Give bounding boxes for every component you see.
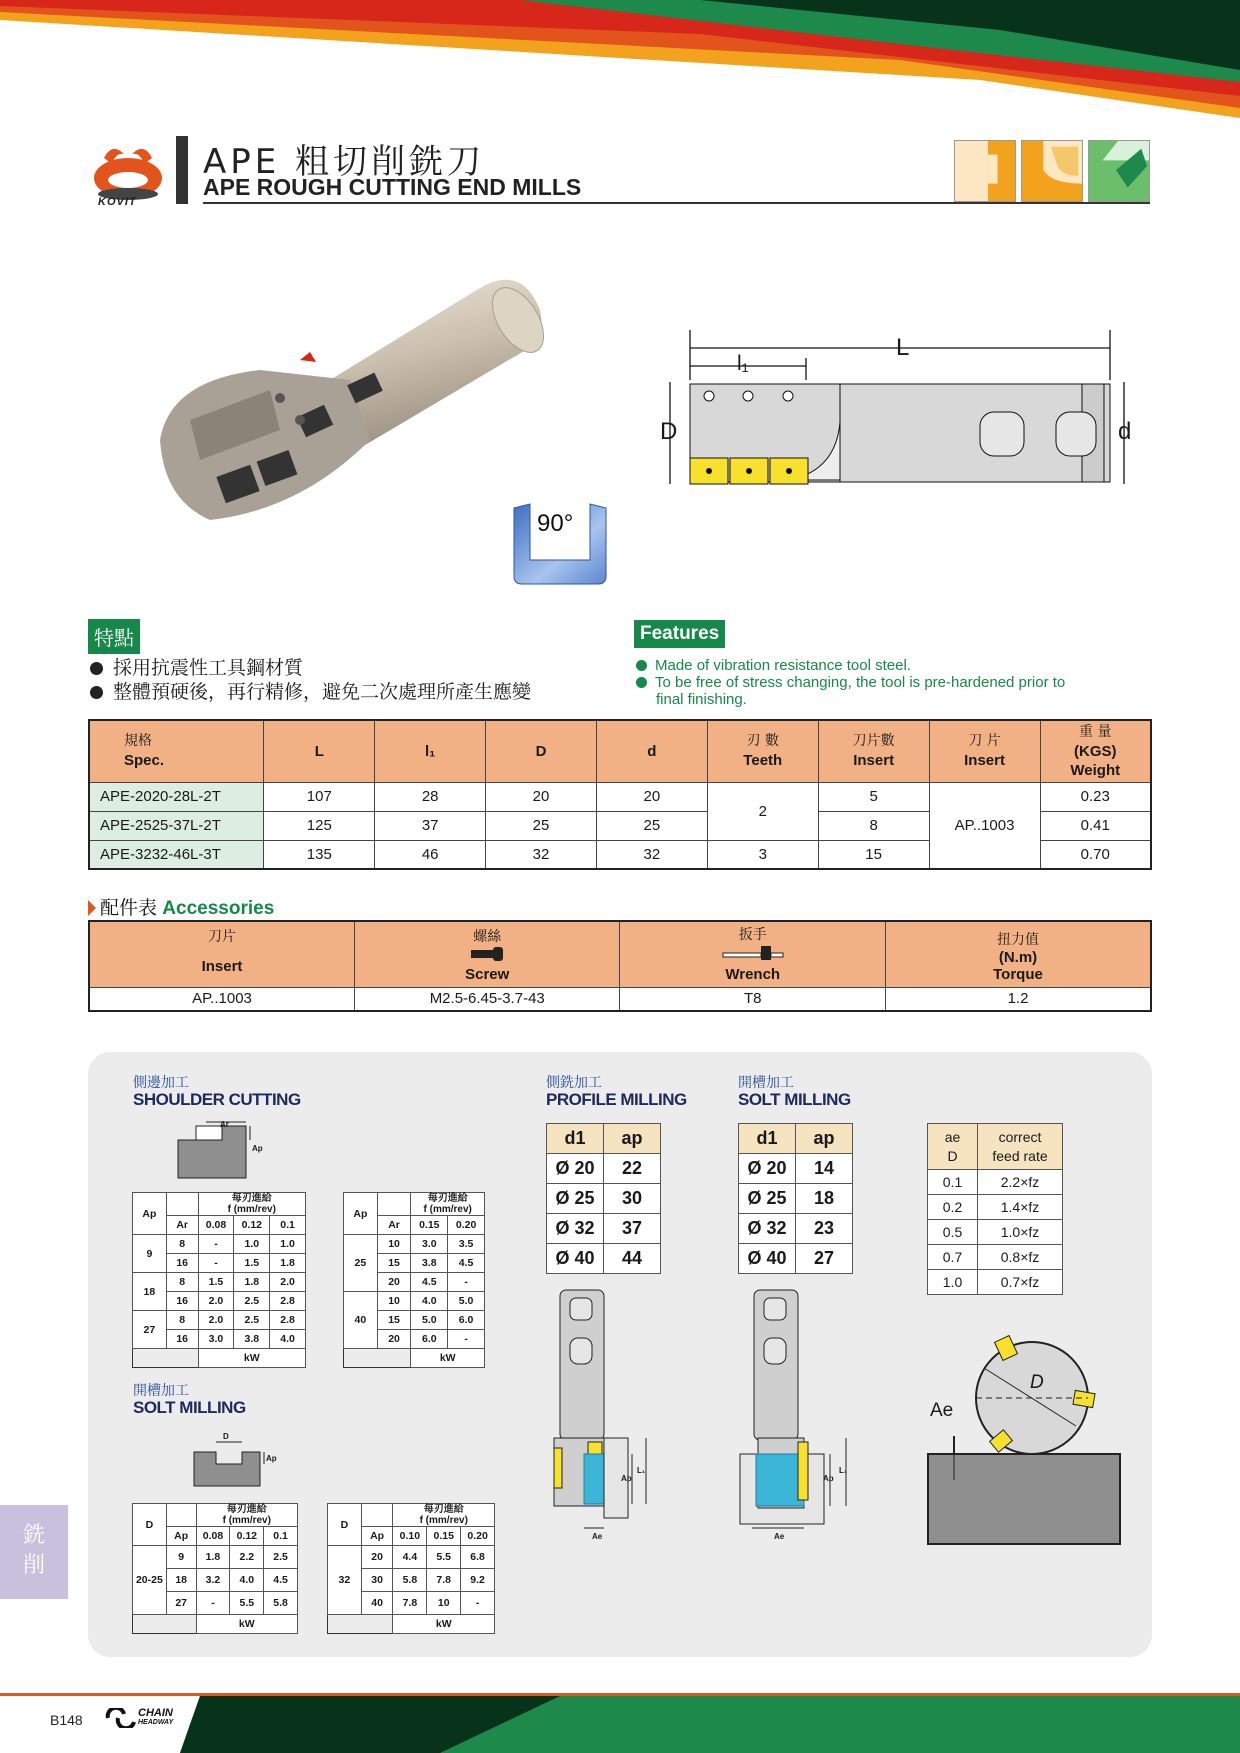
table-header-row [133,1504,298,1527]
cell-torque: 1.2 [885,987,1151,1011]
cell: 5.5 [427,1546,461,1569]
cell-weight: 0.41 [1040,811,1151,840]
cell: 1.5 [234,1254,270,1273]
cell: 2.2×fz [978,1170,1063,1195]
table-row [547,1154,661,1184]
cell: 2.5 [234,1292,270,1311]
slot2-ae-label: Ae [774,1532,785,1541]
cell: - [461,1592,495,1615]
cell-ap-label: Ap [166,1527,196,1546]
table-row [344,1235,485,1254]
page-number: B148 [50,1712,83,1728]
profile-title-en: PROFILE MILLING [546,1090,687,1109]
cell-unit: kW [393,1615,495,1634]
cell-ar-label: Ar [166,1216,198,1235]
cell: 22 [604,1154,661,1184]
header-d1: d1 [739,1124,796,1154]
table-row [739,1154,853,1184]
cell: 3.0 [198,1330,234,1349]
cell: 8 [166,1273,198,1292]
cell-ap-label: Ap [133,1193,167,1235]
cell-l1: 28 [375,782,486,811]
cell: 4.0 [411,1292,448,1311]
bullet-icon [90,662,103,675]
cell: Ø 40 [739,1244,796,1274]
cell: 3.8 [234,1330,270,1349]
cell: 5.8 [393,1569,427,1592]
slot-milling-diagram [738,1288,858,1548]
header-weight: 重 量 (KGS) Weight [1040,720,1151,782]
cell-feed: 0.12 [230,1527,264,1546]
cell: Ø 20 [547,1154,604,1184]
cell: 4.0 [270,1330,306,1349]
table-row [89,782,1151,811]
cell-ap-label: Ap [361,1527,393,1546]
features-en-item: To be free of stress changing, the tool is pre-hardened prior to [636,674,1156,691]
cell-unit: kW [196,1615,297,1634]
cell: - [198,1254,234,1273]
cell-diag [166,1193,198,1216]
table-row [928,1170,1063,1195]
cell-spec: APE-2525-37L-2T [89,811,264,840]
cell: 2.0 [198,1311,234,1330]
cell-teeth: 2 [707,782,818,840]
header-ap: ap [604,1124,661,1154]
table-header-row [133,1193,306,1216]
cell-insert: AP..1003 [929,782,1040,869]
title-accent-bar [176,136,188,204]
cell-d-label: D [328,1504,362,1546]
table-row [344,1292,485,1311]
cell-d: 32 [328,1546,362,1615]
cell: 27 [166,1592,196,1615]
header-insert: 刀片 Insert [89,921,355,987]
table-row [928,1195,1063,1220]
dim-label-D: D [660,418,678,445]
cell-ap: 40 [344,1292,378,1349]
slot2-title-en: SOLT MILLING [738,1090,851,1109]
features-zh-list [90,656,531,704]
cell: 7.8 [427,1569,461,1592]
cell-diag [361,1504,393,1527]
cell-ap: 18 [133,1273,167,1311]
cell: 0.1 [928,1170,978,1195]
cell: 2.2 [230,1546,264,1569]
features-en-item: Made of vibration resistance tool steel. [636,657,1156,674]
cell-ap-label: Ap [344,1193,378,1235]
table-row [739,1184,853,1214]
cell: 3.8 [411,1254,448,1273]
cell: 5.8 [264,1592,298,1615]
profile-l1-label: L₁ [637,1466,646,1475]
cell: 0.8×fz [978,1245,1063,1270]
cell-inserts: 5 [818,782,929,811]
features-zh-tag: 特點 [88,619,140,654]
cell: 10 [377,1292,411,1311]
table-row [739,1244,853,1274]
footer-brand: CHAIN HEADWAY [138,1707,174,1726]
shoulder-ap-label: Ap [252,1144,263,1153]
cell-l1: 37 [375,811,486,840]
cell-feed: 0.10 [393,1527,427,1546]
cell: 0.7×fz [978,1270,1063,1295]
cell-diag [377,1193,411,1216]
table-row [89,987,1151,1011]
table-row [328,1546,495,1569]
slot-depth-table [738,1123,853,1274]
cell-spec: APE-2020-28L-2T [89,782,264,811]
dim-label-L: L [896,334,910,361]
shoulder-power-table-1 [132,1192,306,1368]
cell: 8 [166,1235,198,1254]
cell: 2.8 [270,1311,306,1330]
table-row [928,1270,1063,1295]
cell-weight: 0.23 [1040,782,1151,811]
profile-milling-diagram [550,1288,660,1548]
application-thumbnail-2 [1021,140,1083,202]
header-screw: 螺絲 Screw [355,921,620,987]
table-row [928,1245,1063,1270]
cell: 37 [604,1214,661,1244]
cell-screw: M2.5-6.45-3.7-43 [355,987,620,1011]
cell: 16 [166,1254,198,1273]
cell: 2.5 [264,1546,298,1569]
shoulder-title-zh: 側邊加工 [133,1075,189,1091]
bullet-icon [636,660,647,671]
cell: 4.5 [411,1273,448,1292]
cell-weight: 0.70 [1040,840,1151,869]
slot2-ap-label: Ap [823,1474,834,1483]
cell: 15 [377,1311,411,1330]
header-ap: ap [796,1124,853,1154]
cell: 5.0 [448,1292,485,1311]
cell: 6.0 [411,1330,448,1349]
cell-ar-label: Ar [377,1216,411,1235]
section-side-tab [0,1505,68,1599]
cell: 1.8 [234,1273,270,1292]
dimension-drawing [650,330,1130,500]
header-stripes [0,0,1240,120]
shoulder-ar-label: Ar [220,1120,229,1129]
cell-diag [166,1504,196,1527]
cell: 9.2 [461,1569,495,1592]
table-row [133,1311,306,1330]
cell: 0.5 [928,1220,978,1245]
cell: 23 [796,1214,853,1244]
features-en-tag: Features [634,620,725,648]
header-insert-count: 刀片數 Insert [818,720,929,782]
bullet-icon [90,686,103,699]
cell: 4.0 [230,1569,264,1592]
page-title-en: APE ROUGH CUTTING END MILLS [203,174,582,200]
cell-l1: 46 [375,840,486,869]
table-row [928,1220,1063,1245]
bullet-icon [636,677,647,688]
cell: 20 [377,1330,411,1349]
cell-d: 20 [596,782,707,811]
table-header-row [928,1124,1063,1170]
cell: 1.0 [270,1235,306,1254]
dim-label-d: d [1118,418,1132,445]
cell-feed-label: 每刃進給 f (mm/rev) [393,1504,495,1527]
cell: 10 [377,1235,411,1254]
slot2-l1-label: L₁ [839,1466,848,1475]
table-row [133,1546,298,1569]
cell: 6.0 [448,1311,485,1330]
cell-d: 25 [596,811,707,840]
table-header-row [328,1504,495,1527]
slot-power-table-2 [327,1503,495,1634]
cell-feed: 0.12 [234,1216,270,1235]
cell: 3.5 [448,1235,485,1254]
accessories-title: 配件表 Accessories [88,893,274,920]
cell: - [196,1592,230,1615]
table-unit-row [344,1349,485,1368]
cell-spec: APE-3232-46L-3T [89,840,264,869]
cell-feed: 0.08 [198,1216,234,1235]
cell-d: 32 [596,840,707,869]
table-header-row [344,1193,485,1216]
cell-feed-label: 每刃進給 f (mm/rev) [196,1504,297,1527]
footer-stripes [0,1693,1240,1753]
cell: 40 [361,1592,393,1615]
cell: 1.0×fz [978,1220,1063,1245]
table-header-row [739,1124,853,1154]
header-wrench: 扳手 Wrench [620,921,886,987]
slot2-title-zh: 開槽加工 [738,1075,794,1091]
cell-feed-label: 每刃進給 f (mm/rev) [198,1193,305,1216]
cell: 1.0 [928,1270,978,1295]
slot-d-label: D [223,1432,229,1441]
cell: 2.8 [270,1292,306,1311]
cell: 7.8 [393,1592,427,1615]
cell: Ø 20 [739,1154,796,1184]
feed-rate-table [927,1123,1063,1295]
shoulder-title-en: SHOULDER CUTTING [133,1090,301,1109]
cell: 5.5 [230,1592,264,1615]
cell-unit: kW [198,1349,305,1368]
cell: 2.0 [270,1273,306,1292]
cell: 16 [166,1330,198,1349]
header-teeth: 刃 數 Teeth [707,720,818,782]
cell: 18 [796,1184,853,1214]
table-row [547,1214,661,1244]
cell-L: 125 [264,811,375,840]
cell-wrench: T8 [620,987,886,1011]
profile-ap-label: Ap [621,1474,632,1483]
cell-ap: 9 [133,1235,167,1273]
header-d: d [596,720,707,782]
cell-D: 25 [486,811,597,840]
cell: 2.5 [234,1311,270,1330]
table-unit-row [133,1615,298,1634]
table-row [547,1184,661,1214]
triangle-marker-icon [88,900,96,916]
cell-feed-label: 每刃進給 f (mm/rev) [411,1193,485,1216]
features-en-item-cont: final finishing. [656,691,747,708]
page-title-zh: APE 粗切削銑刀 [203,142,486,182]
cell: 8 [166,1311,198,1330]
angle-value: 90° [537,510,574,537]
cell: 4.5 [448,1254,485,1273]
cell: 1.4×fz [978,1195,1063,1220]
header-d1: d1 [547,1124,604,1154]
cell: 3.0 [411,1235,448,1254]
cell: 20 [361,1546,393,1569]
cell: 6.8 [461,1546,495,1569]
title-underline [203,202,1150,204]
profile-title-zh: 側銑加工 [546,1075,602,1091]
cell-unit: kW [411,1349,485,1368]
cell: - [448,1330,485,1349]
table-row [133,1273,306,1292]
cell-d-label: D [133,1504,167,1546]
features-en-list [636,657,1156,708]
cell: 27 [796,1244,853,1274]
header-l1: l₁ [375,720,486,782]
table-unit-row [133,1349,306,1368]
spec-header-row [89,720,1151,782]
cell: 1.0 [234,1235,270,1254]
cell: 4.4 [393,1546,427,1569]
cell: 44 [604,1244,661,1274]
cell: - [448,1273,485,1292]
cell: 9 [166,1546,196,1569]
slot-title-en: SOLT MILLING [133,1398,246,1417]
profile-ae-label: Ae [592,1532,603,1541]
cell: 4.5 [264,1569,298,1592]
screw-icon [469,946,505,962]
cell-feed: 0.1 [270,1216,306,1235]
cell-d: 20-25 [133,1546,167,1615]
cell-inserts: 15 [818,840,929,869]
cell-D: 32 [486,840,597,869]
cell: 5.0 [411,1311,448,1330]
cell-feed: 0.20 [461,1527,495,1546]
cell: Ø 40 [547,1244,604,1274]
cell: - [198,1235,234,1254]
table-row [739,1214,853,1244]
header-ae-d: ae D [928,1124,978,1170]
cell: 10 [427,1592,461,1615]
accessories-header-row [89,921,1151,987]
side-tab-char: 削 [22,1553,45,1578]
cell: Ø 25 [739,1184,796,1214]
radial-engagement-diagram [926,1330,1126,1550]
cell-ap: 25 [344,1235,378,1292]
cell: 1.5 [198,1273,234,1292]
wrench-icon [721,944,785,962]
cell: Ø 32 [739,1214,796,1244]
features-zh-item: 採用抗震性工具鋼材質 [90,656,531,680]
cell: 20 [377,1273,411,1292]
header-correct-feed: correct feed rate [978,1124,1063,1170]
cell-feed: 0.15 [427,1527,461,1546]
header-L: L [264,720,375,782]
ae-label: Ae [930,1400,954,1421]
header-insert: 刀 片 Insert [929,720,1040,782]
features-zh-item: 整體預硬後，再行精修，避免二次處理所產生應變 [90,680,531,704]
side-tab-char: 銑 [22,1523,45,1548]
cell: 3.2 [196,1569,230,1592]
cell: 2.0 [198,1292,234,1311]
cell-L: 135 [264,840,375,869]
cell: 30 [604,1184,661,1214]
cell: 1.8 [196,1546,230,1569]
cell-inserts: 8 [818,811,929,840]
shoulder-power-table-2 [343,1192,485,1368]
cell-ap: 27 [133,1311,167,1349]
cell: 30 [361,1569,393,1592]
cell: 15 [377,1254,411,1273]
cell: Ø 32 [547,1214,604,1244]
cell: 16 [166,1292,198,1311]
cell-insert: AP..1003 [89,987,355,1011]
slot-power-table-1 [132,1503,298,1634]
table-row [133,1235,306,1254]
cell: 1.8 [270,1254,306,1273]
chain-headway-logo-icon [104,1708,138,1728]
header-torque: 扭力值 (N.m) Torque [885,921,1151,987]
table-unit-row [328,1615,495,1634]
spec-table [88,719,1152,870]
cell: 18 [166,1569,196,1592]
cell-teeth: 3 [707,840,818,869]
cell-feed: 0.15 [411,1216,448,1235]
application-thumbnail-1 [954,140,1016,202]
cell: Ø 25 [547,1184,604,1214]
accessories-table [88,920,1152,1012]
cell-L: 107 [264,782,375,811]
cell: 14 [796,1154,853,1184]
header-D: D [486,720,597,782]
application-thumbnail-3 [1088,140,1150,202]
cell: 0.2 [928,1195,978,1220]
header-spec: 規格 Spec. [89,720,264,782]
cell-feed: 0.20 [448,1216,485,1235]
slot-ap-label: Ap [266,1454,277,1463]
table-row [547,1244,661,1274]
profile-depth-table [546,1123,661,1274]
cell-feed: 0.08 [196,1527,230,1546]
dim-label-l1: l₁ [737,352,749,375]
cell-feed: 0.1 [264,1527,298,1546]
table-header-row [547,1124,661,1154]
slot-title-zh: 開槽加工 [133,1383,189,1399]
cell-D: 20 [486,782,597,811]
d-label: D [1030,1372,1044,1393]
cell: 0.7 [928,1245,978,1270]
logo-text: KOVIT [98,196,137,208]
